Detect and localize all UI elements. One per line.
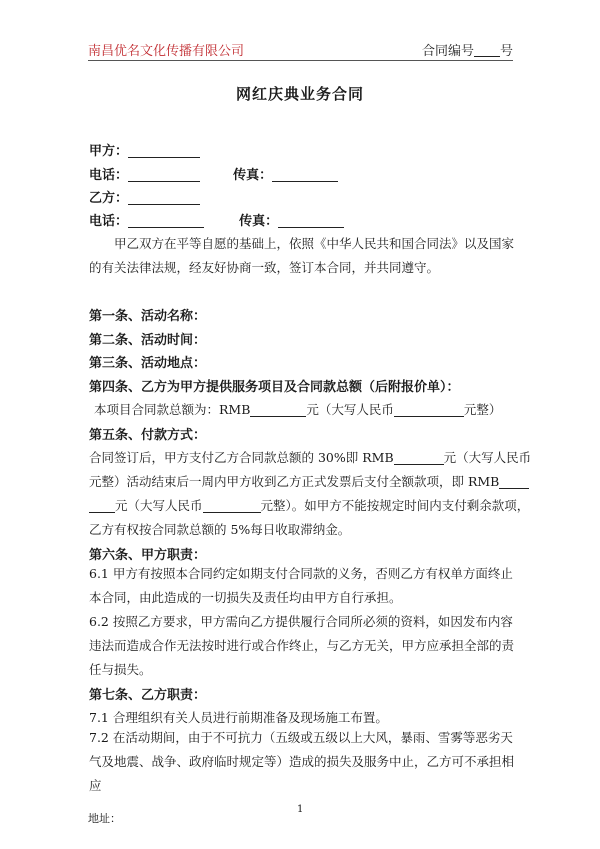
article-5-line-2 [89, 472, 519, 490]
party-b-phone-blank [128, 214, 204, 228]
article-5-line-3 [89, 496, 530, 514]
party-b-blank [128, 191, 200, 205]
party-b-phone-row [89, 210, 344, 229]
payment-blank-3 [89, 499, 115, 513]
party-a-row [89, 140, 200, 159]
payment-blank-2 [499, 475, 529, 489]
amount-text-3: 元整） [463, 402, 502, 417]
article-5-line-1 [89, 448, 532, 466]
article-4-amount [94, 400, 524, 418]
page-number: 1 [297, 804, 304, 815]
contract-number-label: 合同编号 [421, 44, 474, 59]
party-a-phone-blank [128, 168, 200, 182]
party-a-label: 甲方： [89, 144, 129, 159]
article-7-1: 7.1 合理组织有关人员进行前期准备及现场施工布置。 [89, 710, 388, 725]
party-b-fax-label: 传真： [239, 214, 279, 229]
party-b-row [89, 187, 200, 206]
amount-blank-2 [394, 403, 464, 417]
article-6-1: 6.1 甲方有按照本合同约定如期支付合同款的义务，否则乙方有权单方面终止本合同，由此造成的一切损失及责任均由甲方自行承担。 [89, 566, 513, 605]
payment-text-2: 元（大写人民币 [443, 450, 532, 465]
article-1-heading: 第一条、活动名称： [89, 309, 207, 324]
document-title: 网红庆典业务合同 [235, 85, 364, 103]
contract-number-blank [474, 43, 500, 57]
payment-blank-1 [394, 451, 444, 465]
article-3-heading: 第三条、活动地点： [89, 356, 207, 371]
party-a-fax-label: 传真： [233, 168, 273, 183]
party-a-blank [128, 144, 200, 158]
amount-text-2: 元（大写人民币 [306, 402, 394, 417]
payment-text-1: 合同签订后，甲方支付乙方合同款总额的 30%即 RMB [89, 450, 394, 465]
party-a-fax-blank [272, 168, 338, 182]
article-4-heading: 第四条、乙方为甲方提供服务项目及合同款总额（后附报价单）： [89, 380, 460, 395]
company-name: 南昌优名文化传播有限公司 [88, 44, 245, 59]
article-5-line-4: 乙方有权按合同款总额的 5%每日收取滞纳金。 [89, 522, 351, 537]
article-6-heading: 第六条、甲方职责： [89, 548, 207, 563]
contract-number [422, 40, 513, 59]
amount-text-1: 本项目合同款总额为：RMB [94, 402, 251, 417]
article-7-2: 7.2 在活动期间，由于不可抗力（五级或五级以上大风，暴雨、雪雾等恶劣天气及地震、战争、政府临时规定等）造成的损失及服务中止，乙方可不承担相应 [89, 730, 515, 793]
party-a-phone-row [89, 164, 338, 183]
page-header [88, 38, 513, 61]
payment-blank-4 [203, 499, 261, 513]
amount-blank-1 [250, 403, 306, 417]
payment-text-3: 元整）活动结束后一周内甲方收到乙方正式发票后支付全额款项，即 RMB [89, 474, 500, 489]
contract-number-suffix: 号 [499, 44, 513, 59]
intro-paragraph: 甲乙双方在平等自愿的基础上，依照《中华人民共和国合同法》以及国家的有关法律法规，经友好协商一致，签订本合同，并共同遵守。 [89, 236, 515, 275]
payment-text-4: 元（大写人民币 [115, 498, 203, 513]
article-5-heading: 第五条、付款方式： [89, 428, 207, 443]
footer-address: 地址： [88, 812, 121, 825]
payment-text-5: 元整）。如甲方不能按规定时间内支付剩余款项， [260, 498, 530, 513]
party-a-phone-label: 电话： [89, 168, 129, 183]
party-b-label: 乙方： [89, 191, 129, 206]
article-7-heading: 第七条、乙方职责： [89, 688, 207, 703]
article-2-heading: 第二条、活动时间： [89, 333, 207, 348]
article-6-2: 6.2 按照乙方要求，甲方需向乙方提供履行合同所必须的资料，如因发布内容违法而造成合作无法按时进行或合作终止，与乙方无关，甲方应承担全部的责任与损失。 [89, 614, 515, 677]
party-b-phone-label: 电话： [89, 214, 129, 229]
party-b-fax-blank [278, 214, 344, 228]
